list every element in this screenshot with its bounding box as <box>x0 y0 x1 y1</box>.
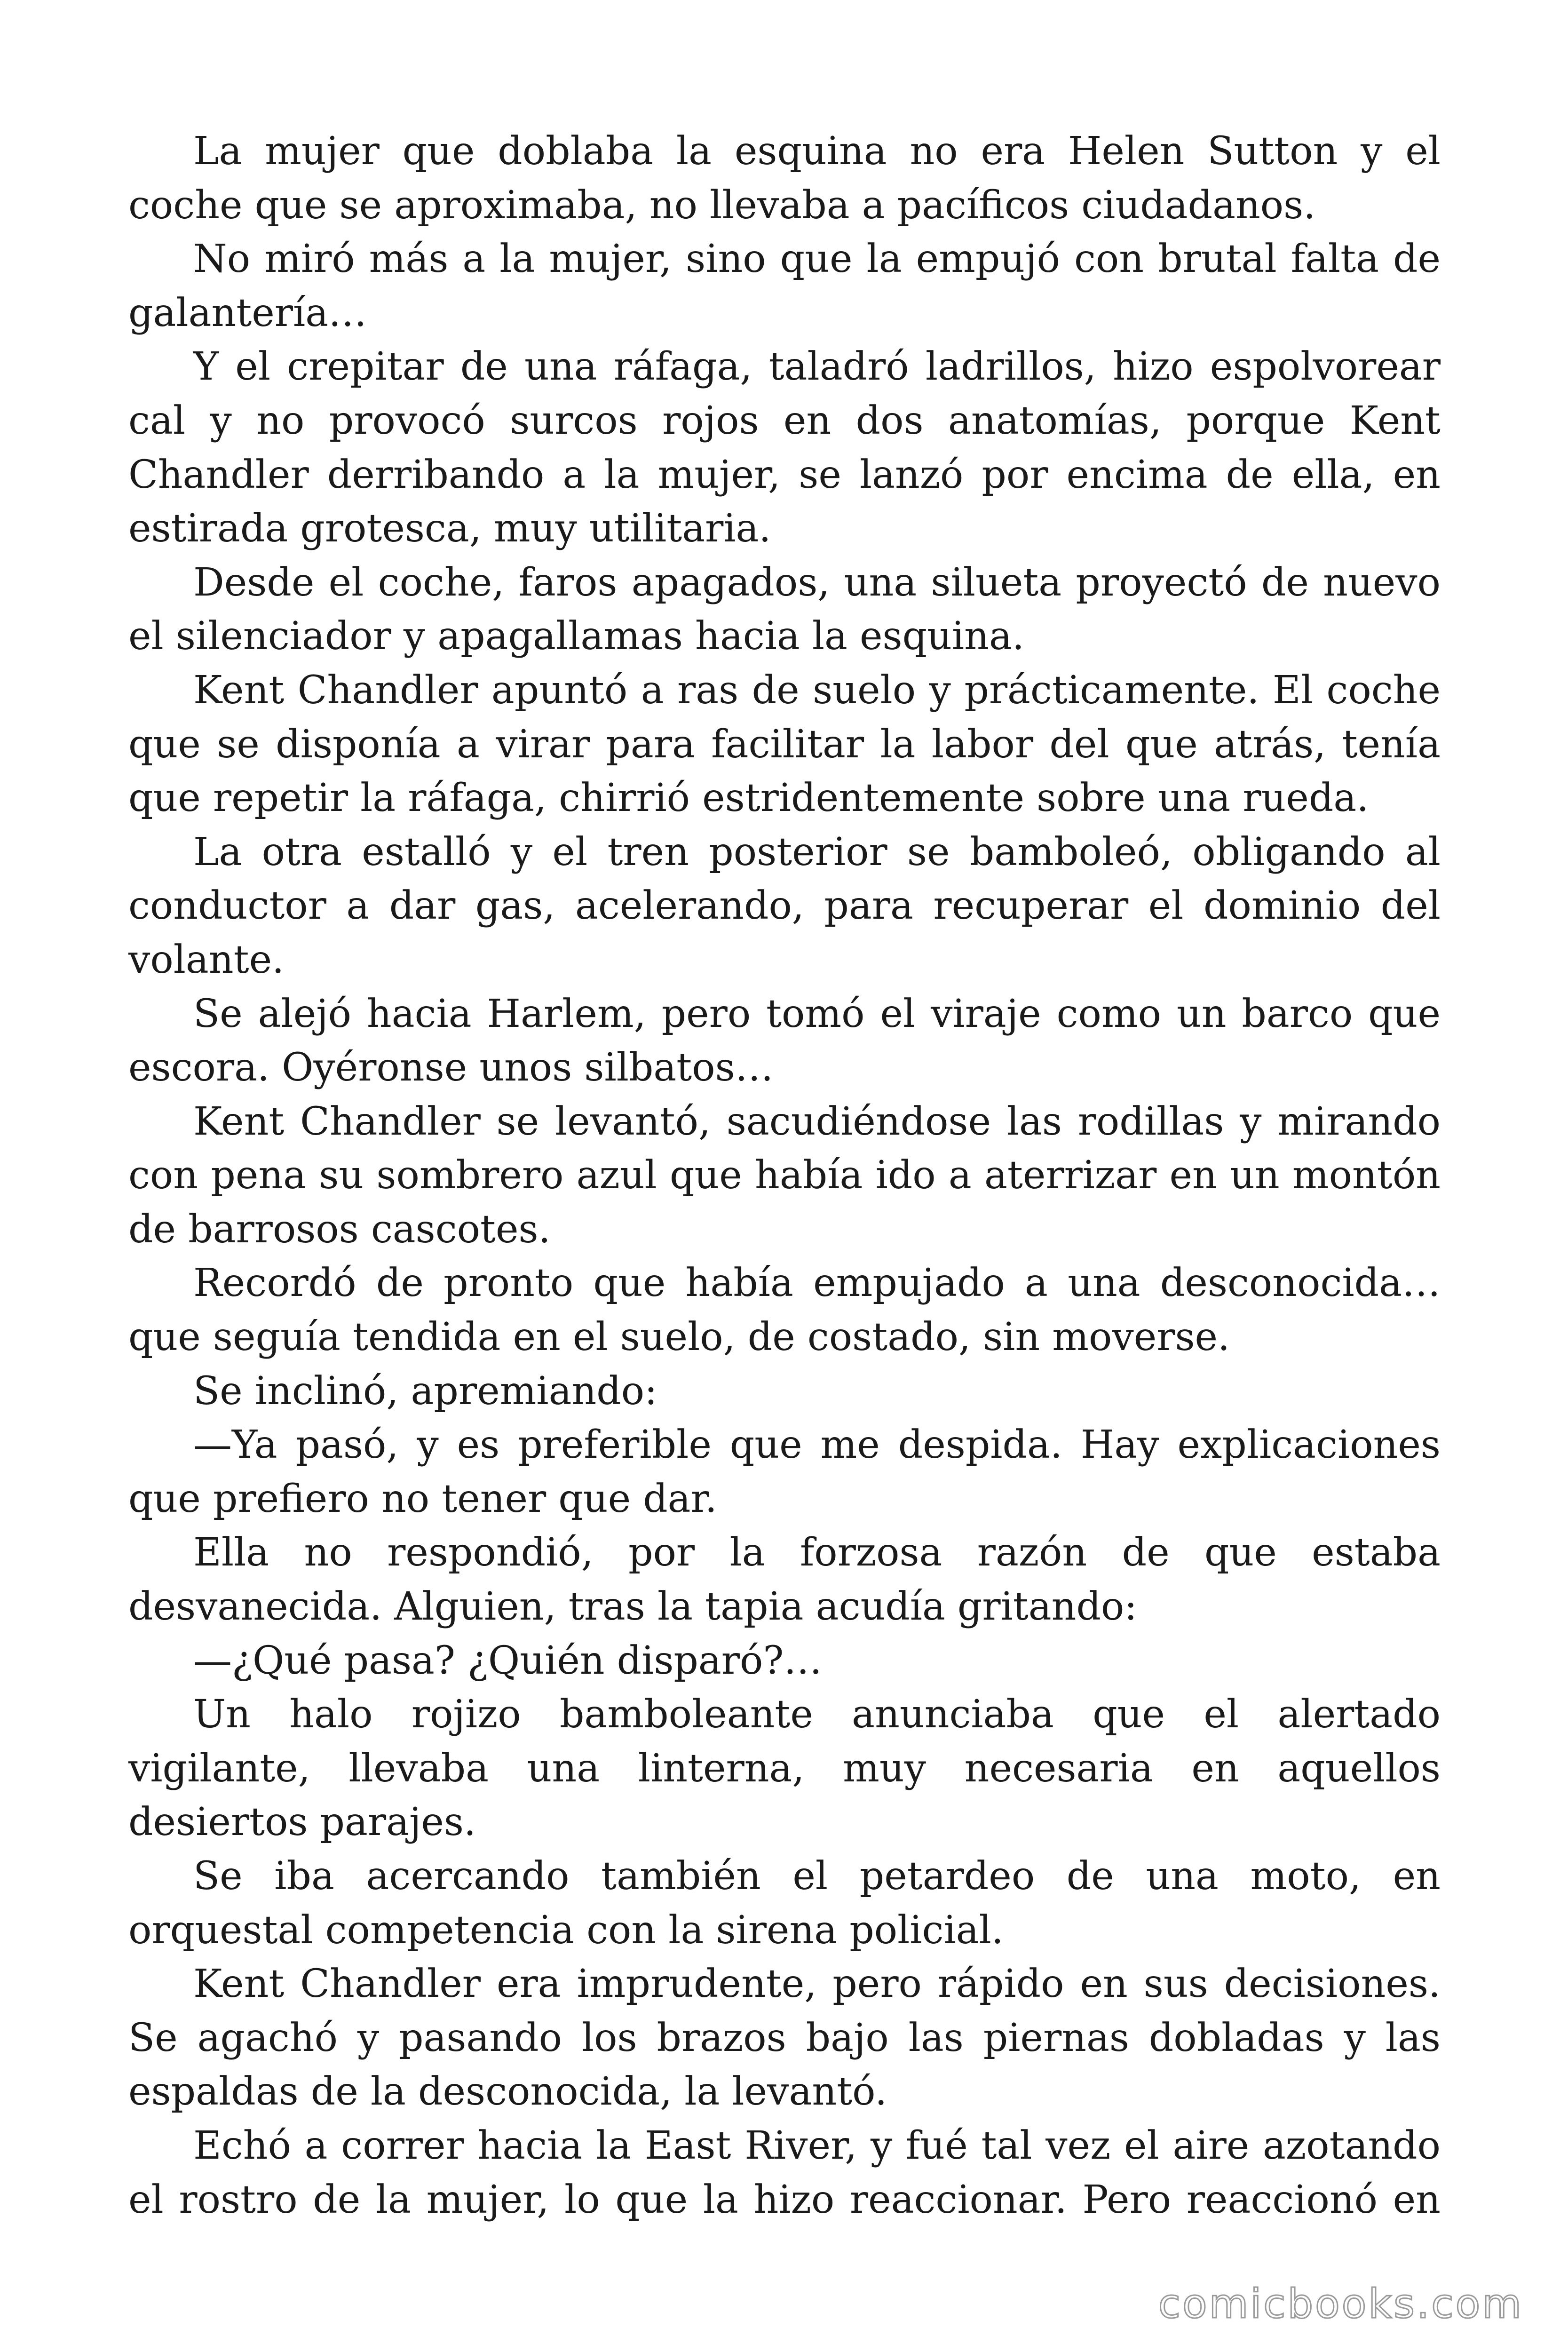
paragraph: La mujer que doblaba la esquina no era Helen Sutton y el coche que se aproximaba, no llevaba a pacíficos ciudadanos. <box>128 129 1441 228</box>
page-body <box>128 125 1441 2227</box>
paragraph: Y el crepitar de una ráfaga, taladró ladrillos, hizo espolvorear cal y no provocó surcos rojos en dos anatomías, porque Kent Chandler derribando a la mujer, se lanzó por encima de ella, en estirada grotesca, muy utilitaria. <box>128 344 1441 551</box>
paragraph: Kent Chandler era imprudente, pero rápido en sus decisiones. Se agachó y pasando los brazos bajo las piernas dobladas y las espaldas de la desconocida, la levantó. <box>128 1962 1441 2114</box>
paragraph: Se alejó hacia Harlem, pero tomó el viraje como un barco que escora. Oyéronse unos silbatos… <box>128 991 1441 1090</box>
paragraph: Se inclinó, apremiando: <box>193 1368 657 1414</box>
paragraph: La otra estalló y el tren posterior se bamboleó, obligando al conductor a dar gas, acelerando, para recuperar el dominio del volante. <box>128 829 1441 982</box>
watermark: comicbooks.com <box>1158 2280 1523 2328</box>
paragraph: Ella no respondió, por la forzosa razón de que estaba desvanecida. Alguien, tras la tapia acudía gritando: <box>128 1530 1441 1629</box>
paragraph: Se iba acercando también el petardeo de una moto, en orquestal competencia con la sirena policial. <box>128 1854 1441 1953</box>
paragraph: Un halo rojizo bamboleante anunciaba que el alertado vigilante, llevaba una linterna, muy necesaria en aquellos desiertos parajes. <box>128 1692 1441 1845</box>
paragraph: Kent Chandler apuntó a ras de suelo y prácticamente. El coche que se disponía a virar para facilitar la labor del que atrás, tenía que repetir la ráfaga, chirrió estridentemente sobre una rueda. <box>128 667 1441 821</box>
paragraph: Desde el coche, faros apagados, una silueta proyectó de nuevo el silenciador y apagallamas hacia la esquina. <box>128 560 1441 659</box>
paragraph: —Ya pasó, y es preferible que me despida. Hay explicaciones que prefiero no tener que dar. <box>128 1422 1441 1521</box>
paragraph: Kent Chandler se levantó, sacudiéndose las rodillas y mirando con pena su sombrero azul que había ido a aterrizar en un montón de barrosos cascotes. <box>128 1099 1441 1252</box>
paragraph: No miró más a la mujer, sino que la empujó con brutal falta de galantería… <box>128 237 1441 335</box>
paragraph: —¿Qué pasa? ¿Quién disparó?… <box>193 1638 823 1683</box>
paragraph-last-line-justified: Echó a correr hacia la East River, y fué tal vez el aire azotando el rostro de la mujer, lo que la hizo reaccionar. Pero reaccionó en <box>128 2123 1441 2222</box>
paragraph: Recordó de pronto que había empujado a una desconocida… que seguía tendida en el suelo, de costado, sin moverse. <box>128 1261 1441 1360</box>
